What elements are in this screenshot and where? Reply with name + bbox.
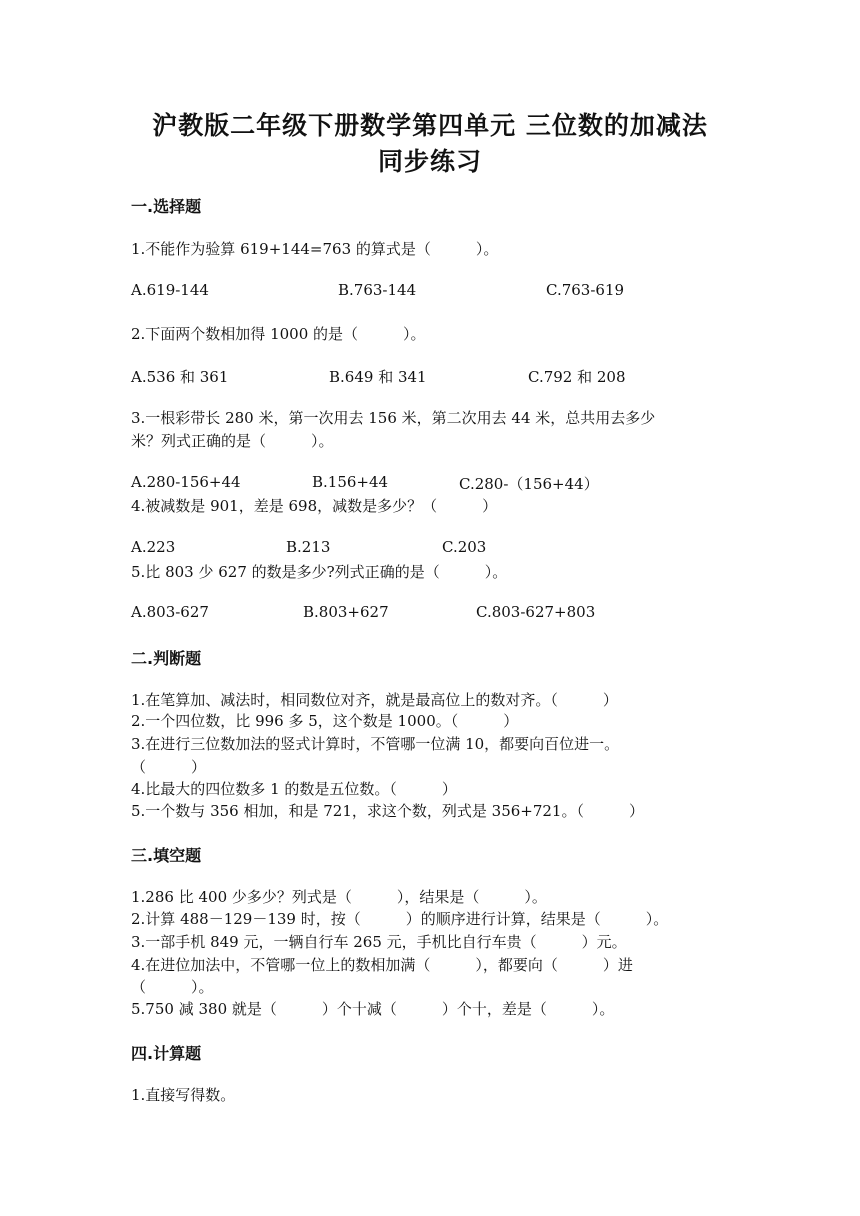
section-heading-choice: 一.选择题 <box>131 197 202 216</box>
judge-question-4: 4.比最大的四位数多 1 的数是五位数。（ ） <box>131 780 457 798</box>
choice-question-3-line1: 3.一根彩带长 280 米，第一次用去 156 米，第二次用去 44 米，总共用去多少 <box>131 409 656 427</box>
fill-question-4-line1: 4.在进位加法中，不管哪一位上的数相加满（ ），都要向（ ）进 <box>131 956 633 974</box>
choice-question-4: 4.被减数是 901，差是 698，减数是多少？（ ） <box>131 497 498 515</box>
choice-q2-option-c: C.792 和 208 <box>528 368 626 386</box>
choice-q5-option-b: B.803+627 <box>303 603 389 621</box>
choice-question-1: 1.不能作为验算 619+144=763 的算式是（ ）。 <box>131 240 499 258</box>
page-title-line1: 沪教版二年级下册数学第四单元 三位数的加减法 <box>152 111 708 140</box>
judge-question-5: 5.一个数与 356 相加，和是 721，求这个数，列式是 356+721。（ ） <box>131 802 644 820</box>
choice-q3-option-b: B.156+44 <box>312 473 389 491</box>
choice-q3-option-c: C.280-（156+44） <box>459 475 599 493</box>
choice-q4-option-c: C.203 <box>442 538 487 556</box>
section-heading-fill: 三.填空题 <box>131 846 202 865</box>
choice-q3-option-a: A.280-156+44 <box>131 473 241 491</box>
fill-question-2: 2.计算 488－129－139 时，按（ ）的顺序进行计算，结果是（ ）。 <box>131 910 669 928</box>
choice-q5-option-a: A.803-627 <box>131 603 209 621</box>
fill-question-4-line2: （ ）。 <box>131 978 214 996</box>
fill-question-1: 1.286 比 400 少多少？列式是（ ），结果是（ ）。 <box>131 888 547 906</box>
section-heading-calc: 四.计算题 <box>131 1044 202 1063</box>
calc-question-1: 1.直接写得数。 <box>131 1086 236 1104</box>
choice-question-5: 5.比 803 少 627 的数是多少?列式正确的是（ ）。 <box>131 563 508 581</box>
judge-question-3-line1: 3.在进行三位数加法的竖式计算时，不管哪一位满 10，都要向百位进一。 <box>131 735 620 753</box>
choice-q1-option-a: A.619-144 <box>131 281 209 299</box>
judge-question-2: 2.一个四位数，比 996 多 5，这个数是 1000。（ ） <box>131 712 519 730</box>
choice-question-2: 2.下面两个数相加得 1000 的是（ ）。 <box>131 325 426 343</box>
fill-question-3: 3.一部手机 849 元，一辆自行车 265 元，手机比自行车贵（ ）元。 <box>131 933 627 951</box>
choice-q4-option-b: B.213 <box>286 538 331 556</box>
choice-q4-option-a: A.223 <box>131 538 176 556</box>
choice-question-3-line2: 米？列式正确的是（ ）。 <box>131 432 334 450</box>
judge-question-1: 1.在笔算加、减法时，相同数位对齐，就是最高位上的数对齐。（ ） <box>131 691 618 709</box>
choice-q1-option-b: B.763-144 <box>338 281 417 299</box>
judge-question-3-line2: （ ） <box>131 758 207 776</box>
choice-q5-option-c: C.803-627+803 <box>476 603 596 621</box>
section-heading-judge: 二.判断题 <box>131 649 202 668</box>
page-title-line2: 同步练习 <box>377 147 482 176</box>
choice-q2-option-b: B.649 和 341 <box>329 368 427 386</box>
choice-q1-option-c: C.763-619 <box>546 281 625 299</box>
choice-q2-option-a: A.536 和 361 <box>131 368 229 386</box>
fill-question-5: 5.750 减 380 就是（ ）个十减（ ）个十，差是（ ）。 <box>131 1000 615 1018</box>
